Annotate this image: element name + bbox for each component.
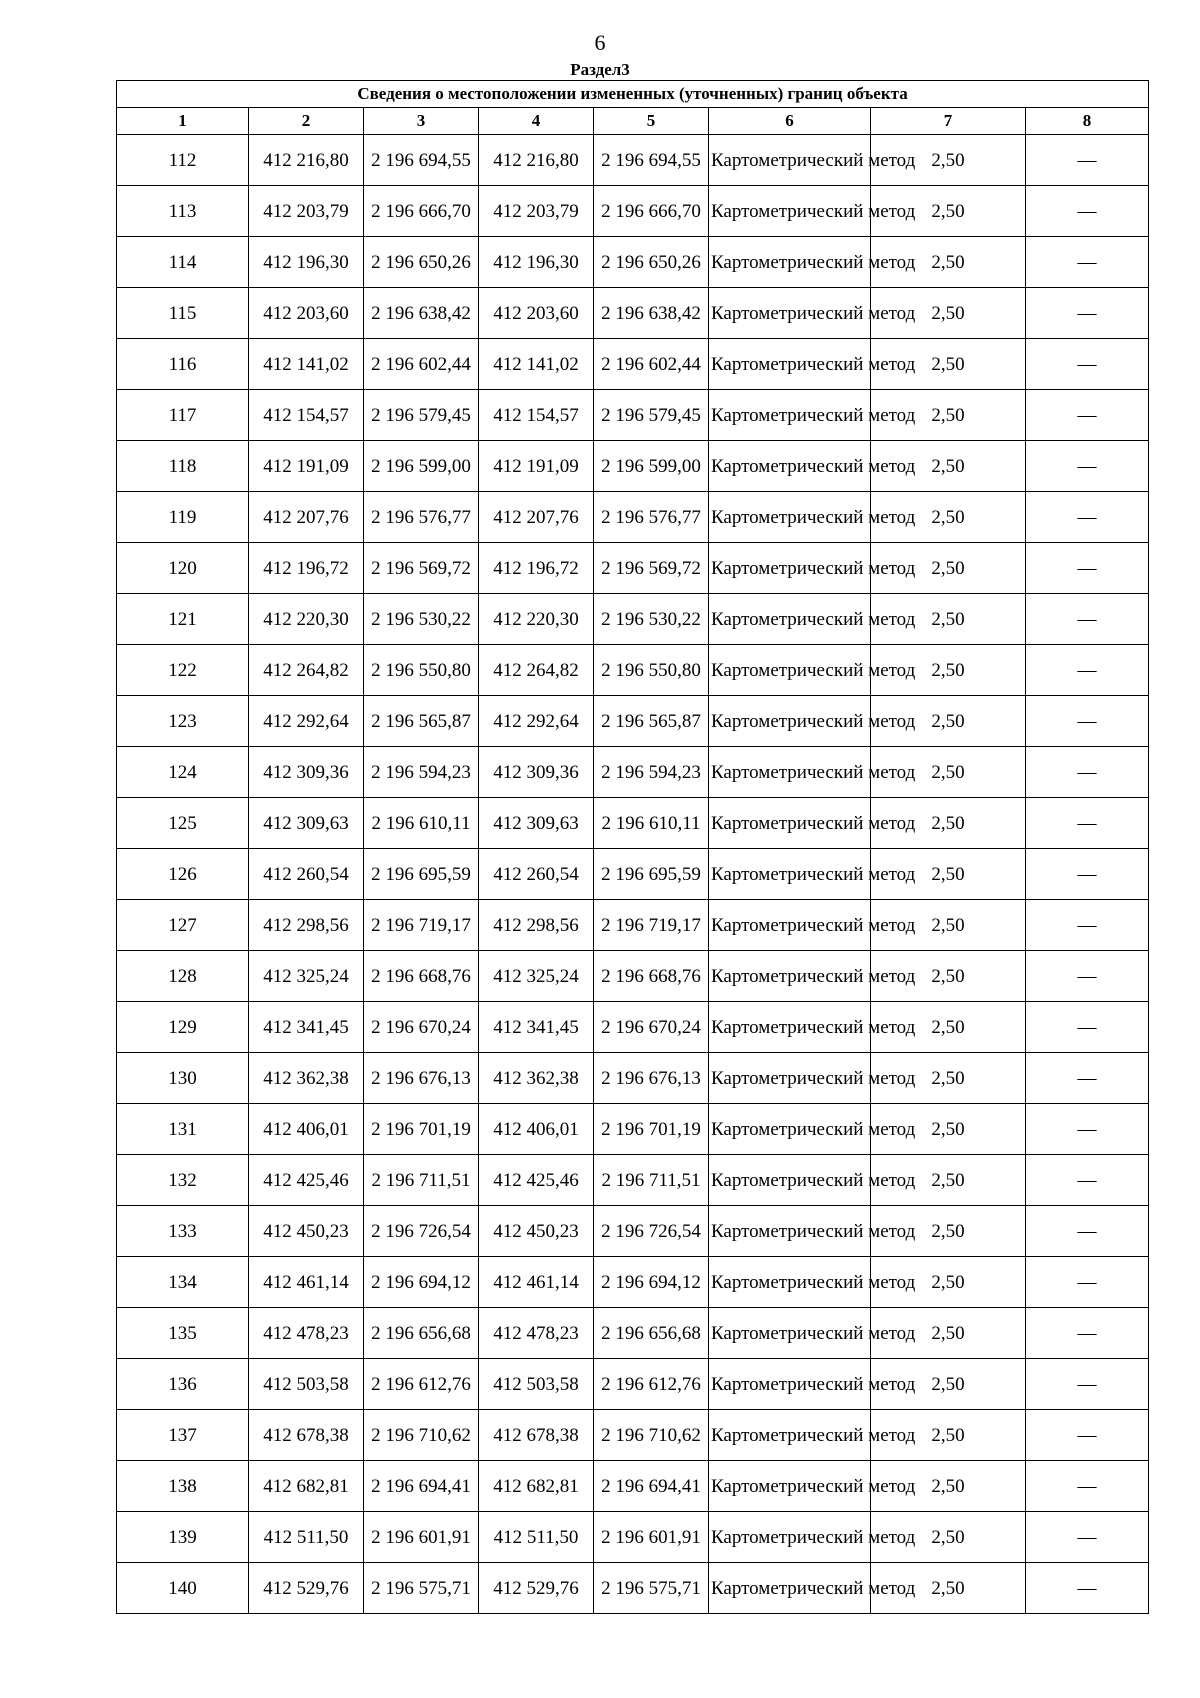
cell-method: Картометрический метод [709,1257,871,1308]
cell-note: — [1026,849,1149,900]
cell-method: Картометрический метод [709,645,871,696]
cell-y-existing: 2 196 579,45 [364,390,479,441]
cell-point-number: 128 [117,951,249,1002]
cell-point-number: 137 [117,1410,249,1461]
cell-accuracy: 2,50 [871,288,1026,339]
cell-x-new: 412 309,36 [479,747,594,798]
cell-y-new: 2 196 638,42 [594,288,709,339]
cell-y-existing: 2 196 719,17 [364,900,479,951]
cell-x-new: 412 341,45 [479,1002,594,1053]
section-title: Раздел3 [570,60,630,79]
table-row [117,645,1149,696]
cell-x-new: 412 141,02 [479,339,594,390]
cell-method: Картометрический метод [709,237,871,288]
cell-y-existing: 2 196 576,77 [364,492,479,543]
cell-note: — [1026,1155,1149,1206]
table-row [117,1002,1149,1053]
cell-note: — [1026,1206,1149,1257]
cell-x-existing: 412 207,76 [249,492,364,543]
cell-note: — [1026,288,1149,339]
cell-x-existing: 412 203,79 [249,186,364,237]
cell-accuracy: 2,50 [871,1104,1026,1155]
cell-accuracy: 2,50 [871,1155,1026,1206]
cell-note: — [1026,594,1149,645]
cell-accuracy: 2,50 [871,951,1026,1002]
table-row [117,1461,1149,1512]
cell-x-new: 412 220,30 [479,594,594,645]
cell-method: Картометрический метод [709,1461,871,1512]
cell-x-existing: 412 292,64 [249,696,364,747]
cell-x-new: 412 196,30 [479,237,594,288]
cell-x-new: 412 478,23 [479,1308,594,1359]
cell-x-existing: 412 141,02 [249,339,364,390]
cell-method: Картометрический метод [709,1053,871,1104]
table-row [117,1410,1149,1461]
cell-x-new: 412 191,09 [479,441,594,492]
cell-x-existing: 412 220,30 [249,594,364,645]
cell-x-new: 412 362,38 [479,1053,594,1104]
cell-note: — [1026,543,1149,594]
cell-x-existing: 412 341,45 [249,1002,364,1053]
cell-y-existing: 2 196 550,80 [364,645,479,696]
cell-note: — [1026,339,1149,390]
cell-y-new: 2 196 666,70 [594,186,709,237]
cell-note: — [1026,237,1149,288]
cell-method: Картометрический метод [709,900,871,951]
cell-method: Картометрический метод [709,1155,871,1206]
cell-point-number: 134 [117,1257,249,1308]
cell-note: — [1026,1512,1149,1563]
cell-y-new: 2 196 711,51 [594,1155,709,1206]
cell-x-existing: 412 309,36 [249,747,364,798]
cell-y-existing: 2 196 701,19 [364,1104,479,1155]
table-row [117,900,1149,951]
table-row [117,135,1149,186]
table-row [117,1206,1149,1257]
cell-point-number: 123 [117,696,249,747]
cell-method: Картометрический метод [709,1308,871,1359]
cell-y-new: 2 196 710,62 [594,1410,709,1461]
table-row [117,390,1149,441]
cell-y-existing: 2 196 530,22 [364,594,479,645]
cell-accuracy: 2,50 [871,543,1026,594]
cell-x-new: 412 678,38 [479,1410,594,1461]
table-row [117,1257,1149,1308]
cell-x-existing: 412 191,09 [249,441,364,492]
cell-x-existing: 412 196,30 [249,237,364,288]
cell-point-number: 115 [117,288,249,339]
cell-method: Картометрический метод [709,1563,871,1614]
cell-method: Картометрический метод [709,390,871,441]
cell-y-existing: 2 196 599,00 [364,441,479,492]
cell-accuracy: 2,50 [871,1053,1026,1104]
cell-x-new: 412 529,76 [479,1563,594,1614]
cell-y-new: 2 196 726,54 [594,1206,709,1257]
cell-y-existing: 2 196 569,72 [364,543,479,594]
cell-method: Картометрический метод [709,747,871,798]
table-row [117,1053,1149,1104]
table-row [117,1512,1149,1563]
cell-y-new: 2 196 612,76 [594,1359,709,1410]
cell-accuracy: 2,50 [871,798,1026,849]
cell-y-new: 2 196 565,87 [594,696,709,747]
cell-y-new: 2 196 701,19 [594,1104,709,1155]
cell-y-new: 2 196 569,72 [594,543,709,594]
cell-accuracy: 2,50 [871,1461,1026,1512]
cell-method: Картометрический метод [709,849,871,900]
cell-accuracy: 2,50 [871,1308,1026,1359]
cell-x-existing: 412 264,82 [249,645,364,696]
cell-point-number: 132 [117,1155,249,1206]
cell-x-new: 412 260,54 [479,849,594,900]
cell-x-new: 412 325,24 [479,951,594,1002]
column-number-row [117,108,1149,135]
cell-accuracy: 2,50 [871,594,1026,645]
cell-x-new: 412 264,82 [479,645,594,696]
cell-accuracy: 2,50 [871,1359,1026,1410]
cell-method: Картометрический метод [709,1002,871,1053]
cell-point-number: 138 [117,1461,249,1512]
cell-method: Картометрический метод [709,492,871,543]
cell-y-new: 2 196 668,76 [594,951,709,1002]
cell-accuracy: 2,50 [871,1206,1026,1257]
cell-y-existing: 2 196 710,62 [364,1410,479,1461]
cell-y-existing: 2 196 601,91 [364,1512,479,1563]
cell-y-new: 2 196 601,91 [594,1512,709,1563]
cell-method: Картометрический метод [709,339,871,390]
cell-point-number: 113 [117,186,249,237]
boundaries-table [116,80,1149,1614]
cell-point-number: 125 [117,798,249,849]
cell-y-existing: 2 196 726,54 [364,1206,479,1257]
cell-note: — [1026,1308,1149,1359]
column-number: 4 [479,108,594,135]
cell-x-new: 412 154,57 [479,390,594,441]
cell-point-number: 124 [117,747,249,798]
cell-accuracy: 2,50 [871,339,1026,390]
cell-note: — [1026,135,1149,186]
cell-point-number: 116 [117,339,249,390]
cell-method: Картометрический метод [709,594,871,645]
cell-accuracy: 2,50 [871,645,1026,696]
cell-y-new: 2 196 670,24 [594,1002,709,1053]
cell-x-new: 412 216,80 [479,135,594,186]
cell-method: Картометрический метод [709,1410,871,1461]
cell-y-new: 2 196 594,23 [594,747,709,798]
column-number: 5 [594,108,709,135]
cell-accuracy: 2,50 [871,135,1026,186]
cell-point-number: 120 [117,543,249,594]
cell-point-number: 139 [117,1512,249,1563]
table-row [117,1563,1149,1614]
column-number: 3 [364,108,479,135]
cell-x-existing: 412 511,50 [249,1512,364,1563]
cell-accuracy: 2,50 [871,1257,1026,1308]
cell-point-number: 131 [117,1104,249,1155]
cell-x-new: 412 511,50 [479,1512,594,1563]
cell-y-new: 2 196 694,41 [594,1461,709,1512]
table-row [117,951,1149,1002]
cell-x-new: 412 503,58 [479,1359,594,1410]
cell-point-number: 112 [117,135,249,186]
cell-y-existing: 2 196 594,23 [364,747,479,798]
cell-x-existing: 412 154,57 [249,390,364,441]
cell-x-new: 412 298,56 [479,900,594,951]
cell-x-existing: 412 406,01 [249,1104,364,1155]
table-row [117,1308,1149,1359]
cell-y-existing: 2 196 656,68 [364,1308,479,1359]
cell-y-new: 2 196 550,80 [594,645,709,696]
cell-method: Картометрический метод [709,798,871,849]
cell-y-existing: 2 196 694,55 [364,135,479,186]
cell-y-existing: 2 196 668,76 [364,951,479,1002]
table-row [117,747,1149,798]
cell-y-new: 2 196 610,11 [594,798,709,849]
cell-x-new: 412 196,72 [479,543,594,594]
cell-x-existing: 412 529,76 [249,1563,364,1614]
table-row [117,288,1149,339]
column-number: 8 [1026,108,1149,135]
cell-note: — [1026,900,1149,951]
cell-y-new: 2 196 676,13 [594,1053,709,1104]
cell-method: Картометрический метод [709,951,871,1002]
cell-method: Картометрический метод [709,543,871,594]
cell-y-existing: 2 196 694,12 [364,1257,479,1308]
cell-point-number: 122 [117,645,249,696]
cell-x-existing: 412 362,38 [249,1053,364,1104]
cell-y-new: 2 196 694,55 [594,135,709,186]
cell-note: — [1026,1461,1149,1512]
cell-y-existing: 2 196 650,26 [364,237,479,288]
table-row [117,849,1149,900]
cell-y-existing: 2 196 638,42 [364,288,479,339]
column-number: 7 [871,108,1026,135]
cell-y-new: 2 196 694,12 [594,1257,709,1308]
cell-x-new: 412 450,23 [479,1206,594,1257]
cell-note: — [1026,798,1149,849]
cell-method: Картометрический метод [709,1359,871,1410]
cell-point-number: 135 [117,1308,249,1359]
table-row [117,696,1149,747]
cell-note: — [1026,390,1149,441]
cell-x-new: 412 461,14 [479,1257,594,1308]
cell-method: Картометрический метод [709,186,871,237]
cell-x-existing: 412 478,23 [249,1308,364,1359]
table-row [117,1104,1149,1155]
cell-y-new: 2 196 575,71 [594,1563,709,1614]
table-row [117,594,1149,645]
cell-x-existing: 412 461,14 [249,1257,364,1308]
cell-accuracy: 2,50 [871,1410,1026,1461]
cell-note: — [1026,747,1149,798]
cell-y-new: 2 196 656,68 [594,1308,709,1359]
cell-method: Картометрический метод [709,696,871,747]
cell-point-number: 140 [117,1563,249,1614]
cell-note: — [1026,1104,1149,1155]
cell-point-number: 118 [117,441,249,492]
table-row [117,186,1149,237]
cell-accuracy: 2,50 [871,1512,1026,1563]
cell-accuracy: 2,50 [871,900,1026,951]
cell-x-new: 412 203,79 [479,186,594,237]
cell-y-existing: 2 196 610,11 [364,798,479,849]
cell-accuracy: 2,50 [871,696,1026,747]
cell-note: — [1026,1053,1149,1104]
cell-note: — [1026,492,1149,543]
cell-y-existing: 2 196 670,24 [364,1002,479,1053]
cell-y-new: 2 196 579,45 [594,390,709,441]
table-caption: Сведения о местоположении измененных (уточненных) границ объекта [117,81,1149,108]
cell-x-new: 412 425,46 [479,1155,594,1206]
table-body [117,135,1149,1614]
cell-x-existing: 412 196,72 [249,543,364,594]
cell-y-new: 2 196 650,26 [594,237,709,288]
cell-point-number: 114 [117,237,249,288]
cell-y-existing: 2 196 612,76 [364,1359,479,1410]
cell-accuracy: 2,50 [871,1002,1026,1053]
cell-point-number: 119 [117,492,249,543]
cell-point-number: 127 [117,900,249,951]
column-number: 1 [117,108,249,135]
cell-x-existing: 412 309,63 [249,798,364,849]
cell-accuracy: 2,50 [871,441,1026,492]
table-row [117,492,1149,543]
cell-method: Картометрический метод [709,1512,871,1563]
table-row [117,237,1149,288]
cell-accuracy: 2,50 [871,1563,1026,1614]
cell-point-number: 136 [117,1359,249,1410]
column-number: 6 [709,108,871,135]
cell-method: Картометрический метод [709,1206,871,1257]
table-row [117,339,1149,390]
cell-method: Картометрический метод [709,1104,871,1155]
cell-accuracy: 2,50 [871,492,1026,543]
cell-y-new: 2 196 602,44 [594,339,709,390]
table-row [117,441,1149,492]
cell-x-existing: 412 298,56 [249,900,364,951]
cell-note: — [1026,696,1149,747]
cell-x-existing: 412 503,58 [249,1359,364,1410]
cell-x-new: 412 309,63 [479,798,594,849]
cell-x-existing: 412 682,81 [249,1461,364,1512]
cell-y-new: 2 196 576,77 [594,492,709,543]
cell-note: — [1026,951,1149,1002]
cell-y-existing: 2 196 602,44 [364,339,479,390]
cell-y-new: 2 196 599,00 [594,441,709,492]
column-number: 2 [249,108,364,135]
cell-note: — [1026,645,1149,696]
cell-note: — [1026,1002,1149,1053]
table-row [117,1359,1149,1410]
cell-note: — [1026,1257,1149,1308]
cell-x-existing: 412 260,54 [249,849,364,900]
cell-note: — [1026,1359,1149,1410]
cell-x-new: 412 292,64 [479,696,594,747]
page-number: 6 [594,30,606,55]
cell-x-existing: 412 203,60 [249,288,364,339]
table-row [117,798,1149,849]
cell-y-new: 2 196 530,22 [594,594,709,645]
cell-y-existing: 2 196 565,87 [364,696,479,747]
cell-y-existing: 2 196 711,51 [364,1155,479,1206]
table-row [117,543,1149,594]
cell-method: Картометрический метод [709,288,871,339]
cell-point-number: 129 [117,1002,249,1053]
cell-x-existing: 412 425,46 [249,1155,364,1206]
cell-accuracy: 2,50 [871,390,1026,441]
cell-point-number: 133 [117,1206,249,1257]
cell-y-existing: 2 196 666,70 [364,186,479,237]
cell-note: — [1026,1410,1149,1461]
cell-x-existing: 412 325,24 [249,951,364,1002]
cell-x-existing: 412 678,38 [249,1410,364,1461]
cell-accuracy: 2,50 [871,849,1026,900]
cell-y-new: 2 196 719,17 [594,900,709,951]
cell-point-number: 121 [117,594,249,645]
cell-x-new: 412 207,76 [479,492,594,543]
cell-method: Картометрический метод [709,441,871,492]
cell-point-number: 117 [117,390,249,441]
cell-accuracy: 2,50 [871,747,1026,798]
cell-point-number: 126 [117,849,249,900]
cell-y-existing: 2 196 575,71 [364,1563,479,1614]
cell-accuracy: 2,50 [871,237,1026,288]
cell-note: — [1026,441,1149,492]
cell-x-new: 412 682,81 [479,1461,594,1512]
cell-note: — [1026,186,1149,237]
cell-x-existing: 412 450,23 [249,1206,364,1257]
table-row [117,1155,1149,1206]
cell-method: Картометрический метод [709,135,871,186]
cell-y-existing: 2 196 695,59 [364,849,479,900]
cell-y-existing: 2 196 676,13 [364,1053,479,1104]
cell-note: — [1026,1563,1149,1614]
cell-x-existing: 412 216,80 [249,135,364,186]
cell-x-new: 412 406,01 [479,1104,594,1155]
cell-point-number: 130 [117,1053,249,1104]
cell-y-existing: 2 196 694,41 [364,1461,479,1512]
cell-x-new: 412 203,60 [479,288,594,339]
cell-accuracy: 2,50 [871,186,1026,237]
cell-y-new: 2 196 695,59 [594,849,709,900]
